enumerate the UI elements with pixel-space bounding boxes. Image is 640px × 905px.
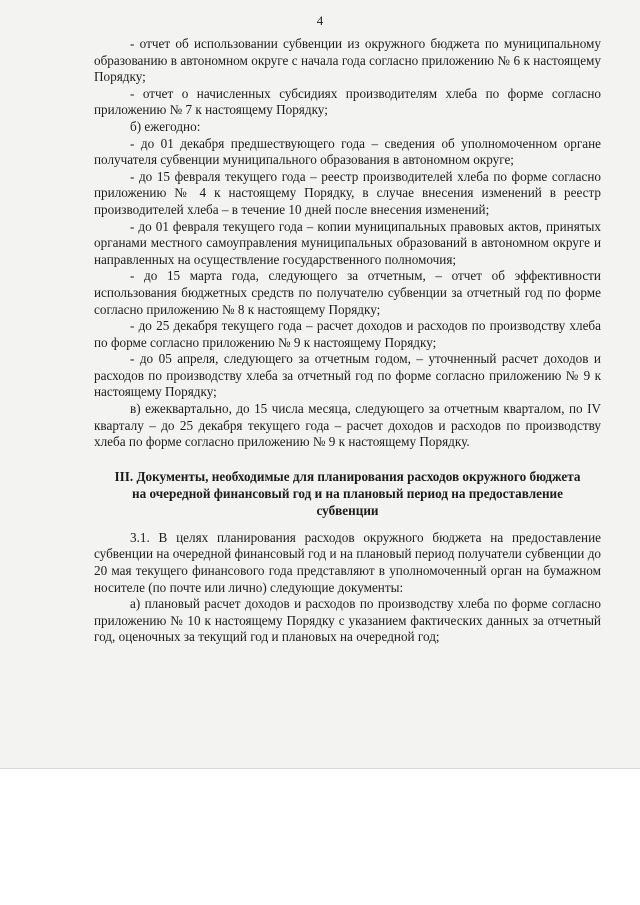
- paragraph-bread-subsidy-report: - отчет о начисленных субсидиях производителям хлеба по форме согласно приложению № 7 к настоящему Порядку;: [94, 85, 601, 118]
- paragraph-planned-calculation: а) плановый расчет доходов и расходов по производству хлеба по форме согласно приложению № 10 к настоящему Порядку с указанием фактических данных за отчетный год, оценочных за текущий год и плановых на очередной год;: [94, 596, 601, 645]
- document-body: [94, 36, 601, 646]
- paragraph-february-legal-acts: - до 01 февраля текущего года – копии муниципальных правовых актов, принятых органами местного самоуправления муниципальных образований в автономном округе и направленных на осуществление государственного полномочия;: [94, 218, 601, 267]
- paragraph-3-1-planning-documents: 3.1. В целях планирования расходов окружного бюджета на предоставление субвенции на очередной финансовый год и на плановый период получатели субвенции до 20 мая текущего финансового года представляют в уполномоченный орган на бумажном носителе (по почте или лично) следующие документы:: [94, 529, 601, 595]
- paragraph-subvention-usage-report: - отчет об использовании субвенции из окружного бюджета по муниципальному образованию в автономном округе с начала года согласно приложению № 6 к настоящему Порядку;: [94, 36, 601, 85]
- paragraph-april-refined-calculation: - до 05 апреля, следующего за отчетным годом, – уточненный расчет доходов и расходов по производству хлеба за отчетный год по форме согласно приложению № 9 к настоящему Порядку;: [94, 351, 601, 400]
- paragraph-annually-label: б) ежегодно:: [130, 118, 201, 134]
- page-number: 4: [316, 13, 324, 28]
- paragraph-december-cost-calculation: - до 25 декабря текущего года – расчет доходов и расходов по производству хлеба по форме согласно приложению № 9 к настоящему Порядку;: [94, 318, 601, 350]
- paragraph-quarterly-calculation: в) ежеквартально, до 15 числа месяца, следующего за отчетным кварталом, по IV кварталу – до 25 декабря текущего года – расчет доходов и расходов по производству хлеба по форме согласно приложению № 9 к настоящему Порядку.: [94, 401, 601, 450]
- paragraph-december-authority-info: - до 01 декабря предшествующего года – сведения об уполномоченном органе получателя субвенции муниципального образования в автономном округе;: [94, 135, 601, 168]
- paragraph-march-efficiency-report: - до 15 марта года, следующего за отчетным, – отчет об эффективности использования бюджетных средств по получателю субвенции за отчетный год по форме согласно приложению № 8 к настоящему Порядку;: [94, 268, 601, 317]
- paragraph-february-producers-registry: - до 15 февраля текущего года – реестр производителей хлеба по форме согласно приложению № 4 к настоящему Порядку, в случае внесения изменений в реестр производителей хлеба – в течение 10 дней после внесения изменений;: [94, 168, 601, 217]
- section-heading: III. Документы, необходимые для планирования расходов окружного бюджета на очередной финансовый год и на плановый период на предоставление субвенции: [114, 468, 581, 518]
